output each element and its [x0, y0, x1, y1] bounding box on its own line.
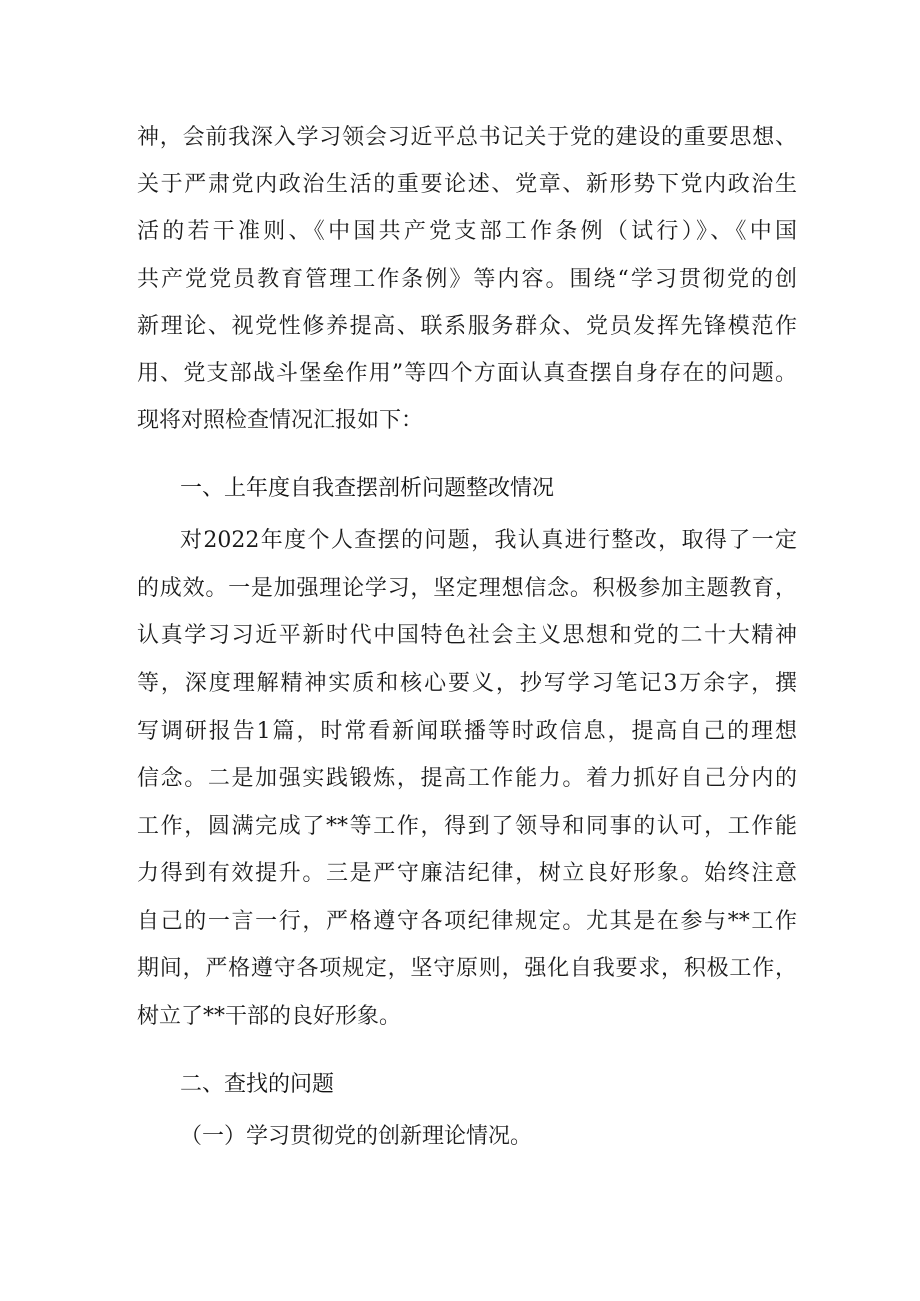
intro-line-6: 用、党支部战斗堡垒作用”等四个方面认真查摆自身存在的问题。 — [137, 361, 797, 386]
section-1-line-9: 自己的一言一行，严格遵守各项纪律规定。尤其是在参与**工作 — [137, 909, 797, 934]
section-1-line-2: 的成效。一是加强理论学习，坚定理想信念。积极参加主题教育， — [137, 576, 797, 601]
section-1-line-8: 力得到有效提升。三是严守廉洁纪律，树立良好形象。始终注意 — [137, 861, 797, 886]
intro-line-5: 新理论、视党性修养提高、联系服务群众、党员发挥先锋模范作 — [137, 314, 797, 339]
intro-line-7: 现将对照检查情况汇报如下： — [137, 408, 424, 433]
section-1-line-10: 期间，严格遵守各项规定，坚守原则，强化自我要求，积极工作， — [137, 956, 797, 981]
intro-line-1: 神，会前我深入学习领会习近平总书记关于党的建设的重要思想、 — [137, 125, 797, 150]
section-2-subheading-1: （一）学习贯彻党的创新理论情况。 — [180, 1124, 533, 1149]
section-1-line-4: 等，深度理解精神实质和核心要义，抄写学习笔记3万余字，撰 — [137, 671, 797, 696]
section-1-line-7: 工作，圆满完成了**等工作，得到了领导和同事的认可，工作能 — [137, 814, 797, 839]
intro-line-2: 关于严肃党内政治生活的重要论述、党章、新形势下党内政治生 — [137, 172, 797, 197]
section-1-line-11: 树立了**干部的良好形象。 — [137, 1004, 402, 1029]
section-1-line-6: 信念。二是加强实践锻炼，提高工作能力。着力抓好自己分内的 — [137, 766, 797, 791]
section-1-line-1: 对2022年度个人查摆的问题，我认真进行整改，取得了一定 — [180, 528, 797, 553]
section-1-heading: 一、上年度自我查摆剖析问题整改情况 — [180, 476, 555, 501]
section-1-line-3: 认真学习习近平新时代中国特色社会主义思想和党的二十大精神 — [137, 623, 797, 648]
section-2-heading: 二、查找的问题 — [180, 1072, 335, 1097]
intro-line-4: 共产党党员教育管理工作条例》等内容。围绕“学习贯彻党的创 — [137, 267, 797, 292]
intro-line-3: 活的若干准则、《中国共产党支部工作条例（试行）》、《中国 — [137, 219, 797, 244]
section-1-line-5: 写调研报告1篇，时常看新闻联播等时政信息，提高自己的理想 — [137, 719, 797, 744]
